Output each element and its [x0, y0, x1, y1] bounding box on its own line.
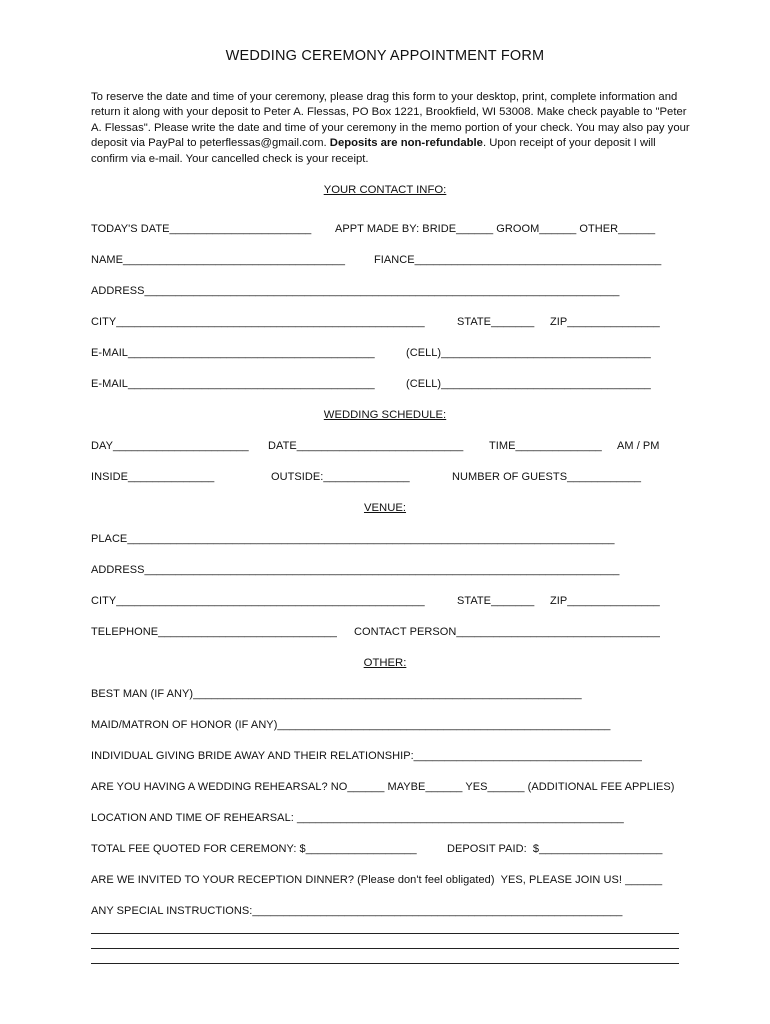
telephone-field[interactable]: TELEPHONE_____________________________ — [91, 626, 337, 638]
venue-city-field[interactable]: CITY__________________________________________________ — [91, 595, 425, 607]
appt-made-by-field[interactable]: APPT MADE BY: BRIDE______ GROOM______ OTHER______ — [335, 223, 656, 235]
cell-field-1[interactable]: (CELL)__________________________________ — [406, 347, 651, 359]
intro-after-text: . Upon receipt of your deposit I will confirm via e-mail. Your cancelled check is your receipt. — [91, 137, 656, 165]
todays-date-field[interactable]: TODAY'S DATE_______________________ — [91, 223, 312, 235]
giving-away-field[interactable]: INDIVIDUAL GIVING BRIDE AWAY AND THEIR RELATIONSHIP:_____________________________________ — [91, 750, 642, 762]
special-instructions-field[interactable]: ANY SPECIAL INSTRUCTIONS:____________________________________________________________ — [91, 905, 623, 917]
fiance-field[interactable]: FIANCE________________________________________ — [374, 254, 662, 266]
contact-city-field[interactable]: CITY__________________________________________________ — [91, 316, 425, 328]
total-fee-field[interactable]: TOTAL FEE QUOTED FOR CEREMONY: $__________________ — [91, 843, 417, 855]
email-field-1[interactable]: E-MAIL________________________________________ — [91, 347, 375, 359]
guests-field[interactable]: NUMBER OF GUESTS____________ — [452, 471, 642, 483]
venue-zip-field[interactable]: ZIP_______________ — [550, 595, 660, 607]
contact-state-field[interactable]: STATE_______ — [457, 316, 535, 328]
venue-state-field[interactable]: STATE_______ — [457, 595, 535, 607]
cell-field-2[interactable]: (CELL)__________________________________ — [406, 378, 651, 390]
am-pm-label[interactable]: AM / PM — [617, 440, 660, 452]
row-inside-outside — [91, 471, 681, 531]
venue-address-field[interactable]: ADDRESS_____________________________________________________________________________ — [91, 564, 620, 576]
place-field[interactable]: PLACE_______________________________________________________________________________ — [91, 533, 615, 545]
date-field[interactable]: DATE___________________________ — [268, 440, 464, 452]
time-field[interactable]: TIME______________ — [489, 440, 602, 452]
contact-address-field[interactable]: ADDRESS_____________________________________________________________________________ — [91, 285, 620, 297]
inside-field[interactable]: INSIDE______________ — [91, 471, 215, 483]
outside-field[interactable]: OUTSIDE:______________ — [271, 471, 410, 483]
contact-zip-field[interactable]: ZIP_______________ — [550, 316, 660, 328]
intro-text: To reserve the date and time of your ceremony, please drag this form to your desktop, print, complete information and return it along with your deposit to Peter A. Flessas, PO Box 1221, Brookfield, WI 53008. Make check payable to "Peter A. Flessas". Please write the date and time of your ceremony in the memo portion of your check. You may also pay your deposit via PayPal to peterflessas@gmail.com. — [91, 91, 690, 150]
special-instructions-line-2[interactable] — [91, 933, 679, 934]
section-schedule-heading: WEDDING SCHEDULE: — [323, 409, 447, 421]
day-field[interactable]: DAY______________________ — [91, 440, 249, 452]
maid-of-honor-field[interactable]: MAID/MATRON OF HONOR (IF ANY)______________________________________________________ — [91, 719, 611, 731]
best-man-field[interactable]: BEST MAN (IF ANY)_______________________________________________________________ — [91, 688, 582, 700]
row-special-instructions — [91, 905, 681, 941]
section-contact-heading: YOUR CONTACT INFO: — [323, 184, 447, 196]
email-field-2[interactable]: E-MAIL________________________________________ — [91, 378, 375, 390]
name-field[interactable]: NAME____________________________________ — [91, 254, 346, 266]
section-other-heading: OTHER: — [363, 657, 407, 669]
intro-paragraph — [91, 90, 691, 167]
rehearsal-field[interactable]: ARE YOU HAVING A WEDDING REHEARSAL? NO______ MAYBE______ YES______ (ADDITIONAL FEE APPLIES) — [91, 781, 675, 793]
special-instructions-line-4[interactable] — [91, 963, 679, 964]
special-instructions-line-3[interactable] — [91, 948, 679, 949]
intro-bold-notice: Deposits are non-refundable — [329, 137, 483, 150]
contact-person-field[interactable]: CONTACT PERSON_________________________________ — [354, 626, 660, 638]
deposit-paid-field[interactable]: DEPOSIT PAID: $____________________ — [447, 843, 663, 855]
reception-field[interactable]: ARE WE INVITED TO YOUR RECEPTION DINNER? (Please don't feel obligated) YES, PLEASE JOIN US! ______ — [91, 874, 663, 886]
section-venue-heading: VENUE: — [363, 502, 407, 514]
form-title: WEDDING CEREMONY APPOINTMENT FORM — [225, 48, 545, 64]
rehearsal-location-field[interactable]: LOCATION AND TIME OF REHEARSAL: _____________________________________________________ — [91, 812, 624, 824]
